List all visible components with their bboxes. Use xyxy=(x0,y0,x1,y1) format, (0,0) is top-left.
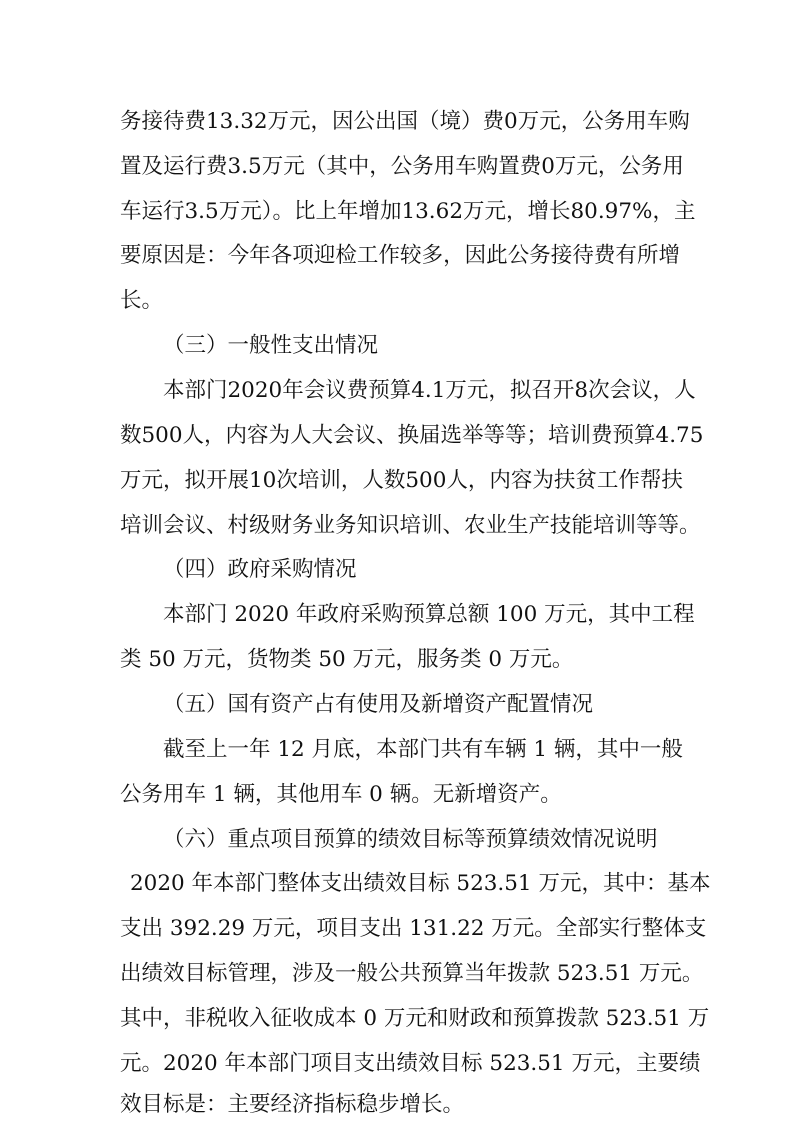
body-text-line: 长。 xyxy=(120,288,164,313)
section-heading: （四）政府采购情况 xyxy=(163,557,357,582)
body-text-line: 效目标是：主要经济指标稳步增长。 xyxy=(120,1092,465,1117)
body-text-line: 支出 392.29 万元，项目支出 131.22 万元。全部实行整体支 xyxy=(120,916,707,941)
section-heading: （三）一般性支出情况 xyxy=(163,333,379,358)
body-text-line: 培训会议、村级财务业务知识培训、农业生产技能培训等等。 xyxy=(120,513,701,538)
paragraph-first-line: 本部门2020年会议费预算4.1万元，拟召开8次会议，人 xyxy=(163,378,696,403)
paragraph-first-line: 本部门 2020 年政府采购预算总额 100 万元，其中工程 xyxy=(163,602,695,627)
body-text-line: 其中，非税收入征收成本 0 万元和财政和预算拨款 523.51 万 xyxy=(120,1006,710,1031)
body-text-line: 出绩效目标管理，涉及一般公共预算当年拨款 523.51 万元。 xyxy=(120,961,704,986)
body-text-line: 务接待费13.32万元，因公出国（境）费0万元，公务用车购 xyxy=(120,109,690,134)
body-text-line: 置及运行费3.5万元（其中，公务用车购置费0万元，公务用 xyxy=(120,154,684,179)
section-heading: （六）重点项目预算的绩效目标等预算绩效情况说明 xyxy=(163,827,658,852)
section-heading: （五）国有资产占有使用及新增资产配置情况 xyxy=(163,692,594,717)
body-text-line: 万元，拟开展10次培训，人数500人，内容为扶贫工作帮扶 xyxy=(120,468,683,493)
body-text-line: 类 50 万元，货物类 50 万元，服务类 0 万元。 xyxy=(120,647,574,672)
body-text-line: 要原因是：今年各项迎检工作较多，因此公务接待费有所增 xyxy=(120,243,680,268)
body-text-line: 公务用车 1 辆，其他用车 0 辆。无新增资产。 xyxy=(120,782,562,807)
body-text-line: 元。2020 年本部门项目支出绩效目标 523.51 万元，主要绩 xyxy=(120,1051,701,1076)
body-text-line: 车运行3.5万元）。比上年增加13.62万元，增长80.97%，主 xyxy=(120,199,696,224)
body-text-line: 数500人，内容为人大会议、换届选举等等；培训费预算4.75 xyxy=(120,423,704,448)
paragraph-first-line: 2020 年本部门整体支出绩效目标 523.51 万元，其中：基本 xyxy=(130,871,711,896)
paragraph-first-line: 截至上一年 12 月底，本部门共有车辆 1 辆，其中一般 xyxy=(163,737,683,762)
